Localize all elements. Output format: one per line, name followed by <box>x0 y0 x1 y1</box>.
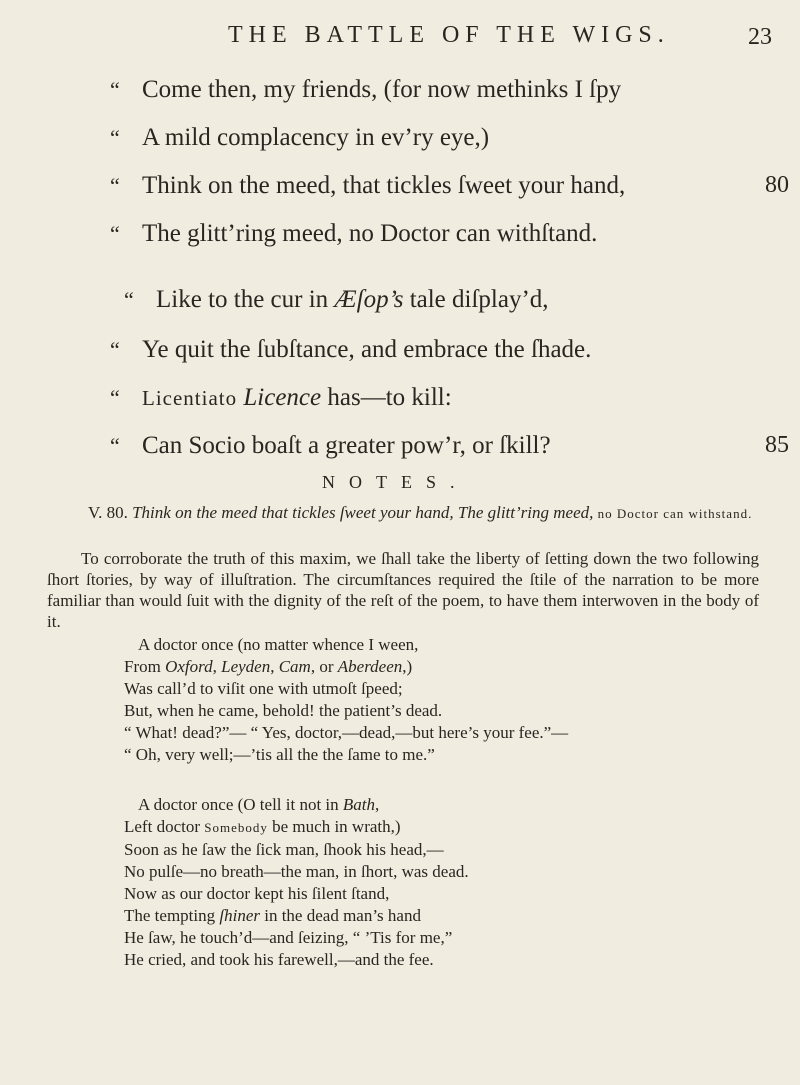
line-number: 80 <box>765 172 789 198</box>
verse-text: Can Socio boaſt a greater pow’r, or ſkill? <box>142 432 551 459</box>
verse-text: The glitt’ring meed, no Doctor can withſtand. <box>142 220 598 247</box>
italic-word: Licence <box>243 384 322 411</box>
quote-mark: “ <box>110 337 120 362</box>
poem-line: He ſaw, he touch’d—and ſeizing, “ ’Tis for me,” <box>124 928 453 947</box>
line-number: 85 <box>765 432 789 458</box>
poem-line: Soon as he ſaw the ſick man, ſhook his head,— <box>124 840 444 859</box>
poem-line: “ Oh, very well;—’tis all the the ſame to me.” <box>124 745 435 764</box>
poem-line: Was call’d to viſit one with utmoſt ſpeed; <box>124 679 403 698</box>
verse-text: Ye quit the ſubſtance, and embrace the ſhade. <box>142 336 592 363</box>
verse-line: “ Licentiato Licence has—to kill: <box>110 384 452 411</box>
small-caps-word: Licentiato <box>142 386 238 410</box>
verse-line <box>110 172 625 200</box>
notes-heading: NOTES. <box>322 472 469 492</box>
poem-line: A doctor once (O tell it not in Bath, <box>138 795 380 814</box>
poem-line: But, when he came, behold! the patient’s dead. <box>124 701 443 720</box>
poem-line: “ What! dead?”— “ Yes, doctor,—dead,—but here’s your fee.”— <box>124 723 569 742</box>
verse-line <box>110 124 489 152</box>
verse-line <box>110 76 621 104</box>
poem-line: The tempting ſhiner in the dead man’s hand <box>124 906 421 925</box>
quote-mark: “ <box>110 433 120 458</box>
quote-mark: “ <box>110 385 120 410</box>
verse-text: Think on the meed, that tickles ſweet your hand, <box>142 172 626 199</box>
italic-name: Æſop’s <box>334 286 404 313</box>
note-poem-2 <box>124 794 469 971</box>
note-poem-1 <box>124 634 568 766</box>
poem-line: He cried, and took his farewell,—and the fee. <box>124 950 434 969</box>
verse-line <box>110 432 551 460</box>
running-head: THE BATTLE OF THE WIGS. <box>228 22 670 48</box>
quote-mark: “ <box>110 173 120 198</box>
poem-line: From Oxford, Leyden, Cam, or Aberdeen,) <box>124 657 413 676</box>
page-number: 23 <box>748 24 772 50</box>
verse-line <box>110 220 597 248</box>
note-paragraph: To corroborate the truth of this maxim, we ſhall take the liberty of ſetting down the two following ſhort ſtories, by way of illuſtration. The circumſtances required the ſtile of the narration to be more familiar than would ſuit with the dignity of the reſt of the poem, to have them interwoven in the body of it. <box>47 549 759 631</box>
poem-line: Now as our doctor kept his ſilent ſtand, <box>124 884 390 903</box>
poem-line: Left doctor Somebody be much in wrath,) <box>124 817 401 836</box>
quote-mark: “ <box>110 77 120 102</box>
note-reference: V. 80. Think on the meed that tickles ſweet your hand, The glitt’ring meed, no Doctor can withstand. <box>88 503 753 522</box>
poem-line: No pulſe—no breath—the man, in ſhort, was dead. <box>124 862 469 881</box>
quote-mark: “ <box>124 287 134 312</box>
quote-mark: “ <box>110 125 120 150</box>
verse-text: Come then, my friends, (for now methinks I ſpy <box>142 76 622 103</box>
verse-text: A mild complacency in ev’ry eye,) <box>142 124 490 151</box>
verse-line <box>110 336 591 364</box>
quote-mark: “ <box>110 221 120 246</box>
poem-line: A doctor once (no matter whence I ween, <box>138 635 419 654</box>
verse-line: “ Like to the cur in Æſop’s tale diſplay’d, <box>124 286 549 313</box>
